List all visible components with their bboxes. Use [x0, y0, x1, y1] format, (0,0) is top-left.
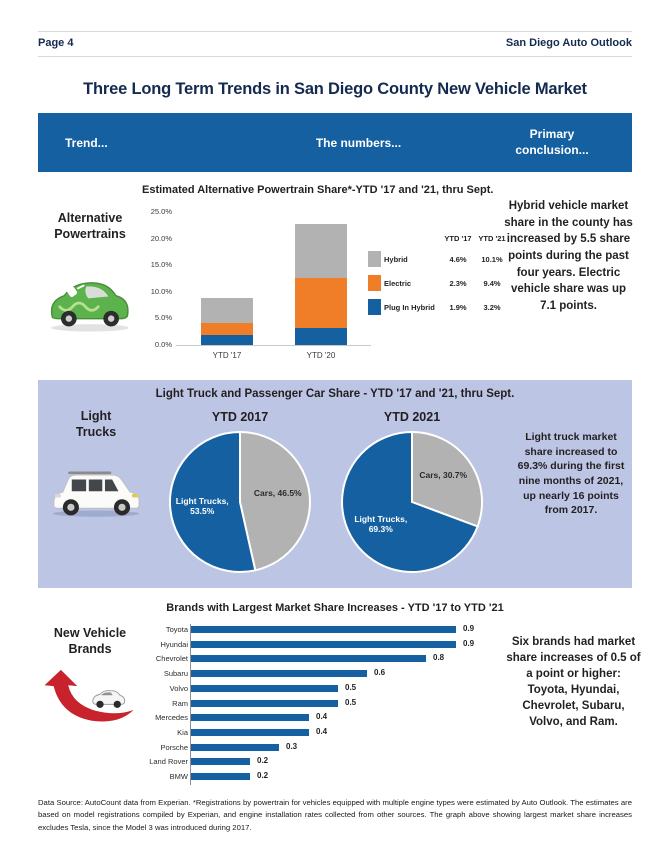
pie-canvas [165, 427, 315, 577]
row-light-trucks-label [46, 408, 146, 524]
y-tick-label: 10.0% [150, 286, 172, 296]
legend-value-ytd21: 9.4% [483, 278, 501, 288]
x-axis-category: YTD '17 [212, 351, 242, 360]
y-tick-label: 20.0% [150, 233, 172, 243]
header-rule-top [38, 31, 632, 32]
stacked-bar-segment [295, 224, 347, 278]
brand-label: BMW [169, 772, 188, 781]
brand-label: Chevrolet [155, 654, 188, 664]
legend-label: Electric [384, 278, 412, 288]
stacked-bar-segment [201, 298, 253, 323]
light-trucks-band [38, 380, 632, 588]
pie-chart-ytd-2017 [165, 410, 315, 577]
legend-value-ytd17: 1.9% [449, 302, 467, 312]
brand-bar [191, 626, 456, 633]
pie-chart-ytd-2021 [337, 410, 487, 577]
legend-column-header: YTD '21 [478, 234, 506, 243]
page-title: Three Long Term Trends in San Diego County New Vehicle Market [83, 80, 587, 98]
alt-powertrain-chart [142, 208, 507, 368]
data-source-footnote: Data Source: AutoCount data from Experian. *Registrations by powertrain for vehicles equipped with multiple engine types were estimated by Auto Outlook. The estimates are based on model registrations compiled by Experian, and engine installation rates collected from other sources. The graph above showing largest market share increases excludes Tesla, since the Model 3 was introduced during 2017. [38, 798, 632, 832]
page-header [38, 37, 632, 49]
green-electric-car-icon [44, 273, 136, 333]
publication-name: San Diego Auto Outlook [505, 37, 632, 49]
brand-value-label: 0.5 [345, 682, 357, 692]
legend-value-ytd17: 2.3% [449, 278, 467, 288]
legend-swatch [368, 275, 381, 291]
trend-label: New Vehicle Brands [53, 626, 127, 657]
brand-bar [191, 714, 309, 721]
pie-slice-label: Light Trucks, 69.3% [354, 513, 408, 534]
y-axis [142, 207, 172, 349]
pie-svg [337, 427, 487, 577]
table-header-bar [38, 113, 632, 172]
red-growth-arrow-with-car-icon [42, 668, 138, 728]
legend-value-ytd17: 4.6% [449, 254, 467, 264]
legend-swatch [368, 299, 381, 315]
column-header-trend: Trend... [65, 135, 108, 150]
legend-column-header: YTD '17 [444, 234, 472, 243]
pie-slice-label: Light Trucks, 53.5% [175, 496, 229, 517]
brand-bar [191, 670, 367, 677]
conclusion-brands: Six brands had market share increases of 0.5 of a point or higher: Toyota, Hyundai, Chevrolet, Subaru, Volvo, and Ram. [506, 636, 641, 729]
brand-label: Mercedes [155, 713, 188, 723]
brand-value-label: 0.9 [463, 624, 475, 633]
stacked-bar-segment [201, 323, 253, 335]
brand-value-label: 0.2 [257, 771, 269, 780]
brand-bar [191, 773, 250, 780]
brand-bar [191, 758, 250, 765]
page-number: Page 4 [38, 37, 74, 49]
plot-area [176, 212, 371, 360]
row-new-vehicle-brands-label [38, 625, 142, 733]
brand-label: Volvo [169, 683, 188, 693]
brand-label: Ram [172, 698, 188, 708]
column-header-numbers: The numbers... [315, 135, 402, 150]
pie-canvas [337, 427, 487, 577]
brand-bar [191, 700, 338, 707]
y-tick-label: 15.0% [150, 260, 172, 270]
header-rule-bottom [38, 56, 632, 57]
column-header-conclusion: Primary conclusion... [515, 126, 589, 157]
y-tick-label: 5.0% [154, 313, 172, 323]
brand-value-label: 0.3 [286, 741, 298, 751]
brand-bar [191, 641, 456, 648]
brand-value-label: 0.6 [374, 668, 386, 678]
pie-title: YTD 2021 [383, 410, 441, 424]
brand-value-label: 0.2 [257, 756, 269, 766]
brand-label: Land Rover [149, 757, 188, 767]
stacked-bar-segment [295, 328, 347, 345]
brand-bar [191, 744, 279, 751]
brand-label: Hyundai [160, 639, 188, 649]
brand-label: Kia [177, 727, 188, 737]
conclusion-alt-powertrains: Hybrid vehicle market share in the county has increased by 5.5 share points during the past four years. Electric vehicle share was up 7.1 points. [504, 200, 633, 313]
brand-label: Toyota [165, 625, 188, 634]
pie-slice-label: Cars, 30.7% [419, 470, 468, 481]
row-alt-powertrains-label [38, 210, 142, 338]
brand-label: Subaru [163, 669, 188, 679]
powertrain-legend [368, 234, 508, 315]
brand-value-label: 0.8 [433, 653, 445, 663]
brand-value-label: 0.9 [463, 638, 475, 648]
brand-value-label: 0.4 [316, 726, 328, 736]
brand-bar [191, 685, 338, 692]
brand-value-label: 0.4 [316, 712, 328, 722]
brand-value-label: 0.5 [345, 697, 357, 707]
brands-chart [148, 624, 503, 789]
legend-value-ytd21: 10.1% [481, 254, 503, 264]
brands-chart-title: Brands with Largest Market Share Increases - YTD '17 to YTD '21 [166, 602, 504, 614]
legend-value-ytd21: 3.2% [483, 302, 501, 312]
conclusion-light-trucks: Light truck market share increased to 69.3% during the first nine months of 2021, up nearly 16 points from 2017. [517, 431, 625, 517]
pie-slice-label: Cars, 46.5% [253, 487, 302, 498]
brand-bar [191, 655, 426, 662]
brand-label: Porsche [160, 742, 188, 752]
y-tick-label: 25.0% [150, 207, 172, 216]
pie-title: YTD 2017 [211, 410, 269, 424]
trend-label: Light Trucks [75, 409, 117, 440]
stacked-bar-segment [201, 335, 253, 345]
pie-section-title: Light Truck and Passenger Car Share - YTD '17 and '21, thru Sept. [155, 388, 515, 400]
white-suv-icon [46, 467, 146, 519]
brand-bar [191, 729, 309, 736]
legend-swatch [368, 251, 381, 267]
legend-label: Hybrid [384, 254, 408, 264]
trend-label: Alternative Powertrains [54, 211, 126, 242]
alt-powertrain-chart-title: Estimated Alternative Powertrain Share*-YTD '17 and '21, thru Sept. [142, 184, 494, 196]
x-axis-category: YTD '20 [306, 351, 336, 360]
y-tick-label: 0.0% [154, 340, 172, 349]
stacked-bar-segment [295, 278, 347, 328]
legend-label: Plug In Hybrid [384, 302, 435, 312]
